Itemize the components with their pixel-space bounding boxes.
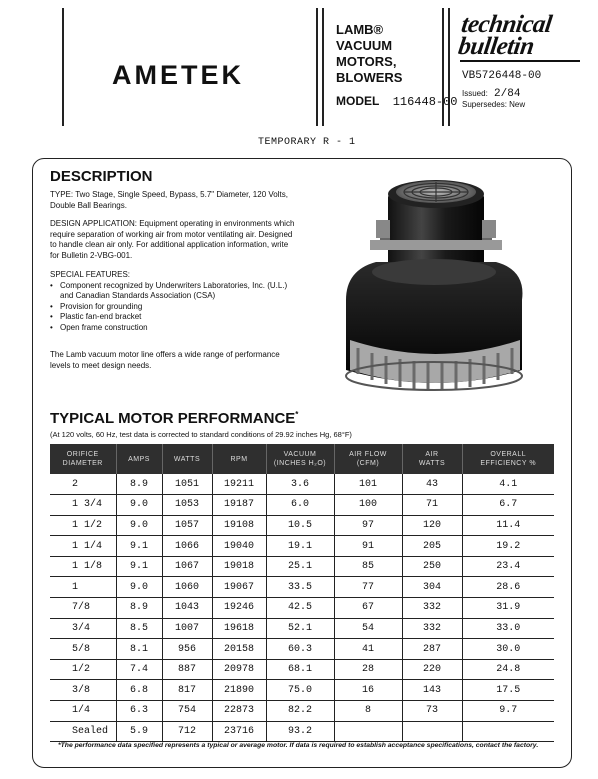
- table-row: [50, 495, 554, 516]
- table-cell: 101: [334, 474, 402, 495]
- table-cell: 1057: [162, 515, 212, 536]
- table-cell: 9.1: [116, 556, 162, 577]
- table-cell: 19618: [212, 618, 266, 639]
- table-cell: 5/8: [50, 639, 116, 660]
- table-cell: 19040: [212, 536, 266, 557]
- table-cell: 887: [162, 659, 212, 680]
- table-cell: 28: [334, 659, 402, 680]
- table-cell: 23.4: [462, 556, 554, 577]
- table-cell: 4.1: [462, 474, 554, 495]
- table-cell: 16: [334, 680, 402, 701]
- table-cell: 1/4: [50, 701, 116, 722]
- table-cell: 5.9: [116, 721, 162, 742]
- table-cell: 3/8: [50, 680, 116, 701]
- feature-item: • Plastic fan-end bracket: [50, 312, 298, 323]
- table-cell: 33.0: [462, 618, 554, 639]
- table-cell: 19.2: [462, 536, 554, 557]
- table-row: [50, 659, 554, 680]
- col-rpm: RPM: [212, 444, 266, 474]
- table-row: [50, 701, 554, 722]
- table-cell: 97: [334, 515, 402, 536]
- table-cell: 1060: [162, 577, 212, 598]
- table-cell: 60.3: [266, 639, 334, 660]
- table-row: [50, 680, 554, 701]
- table-cell: 250: [402, 556, 462, 577]
- table-cell: 71: [402, 495, 462, 516]
- feature-item: • Component recognized by Underwriters Laboratories, Inc. (U.L.) and Canadian Standards Association (CSA): [50, 281, 298, 302]
- table-cell: 19246: [212, 598, 266, 619]
- table-cell: 1 3/4: [50, 495, 116, 516]
- table-cell: 1043: [162, 598, 212, 619]
- closing-paragraph: The Lamb vacuum motor line offers a wide range of performance levels to meet design needs.: [50, 350, 280, 370]
- table-cell: 33.5: [266, 577, 334, 598]
- design-paragraph: DESIGN APPLICATION: Equipment operating in environments which require separation of working air from motor ventilating air. Designed to handle clean air only. For additional application information, write for Bulletin 2-VBG-001.: [50, 219, 295, 260]
- table-cell: 77: [334, 577, 402, 598]
- special-features: [50, 270, 298, 333]
- col-air-watts: AIR WATTS: [402, 444, 462, 474]
- table-cell: 85: [334, 556, 402, 577]
- table-row: [50, 577, 554, 598]
- table-cell: 20158: [212, 639, 266, 660]
- table-cell: 19108: [212, 515, 266, 536]
- table-cell: 68.1: [266, 659, 334, 680]
- table-cell: 93.2: [266, 721, 334, 742]
- table-cell: [334, 721, 402, 742]
- table-cell: 1 1/8: [50, 556, 116, 577]
- bulletin-number: VB5726448-00: [462, 70, 542, 82]
- performance-subtitle: (At 120 volts, 60 Hz, test data is corrected to standard conditions of 29.92 inches Hg, 68°F): [50, 430, 352, 439]
- table-cell: 73: [402, 701, 462, 722]
- table-cell: 30.0: [462, 639, 554, 660]
- table-row: [50, 474, 554, 495]
- table-cell: [402, 721, 462, 742]
- type-paragraph: TYPE: Two Stage, Single Speed, Bypass, 5.7" Diameter, 120 Volts, Double Ball Bearings.: [50, 190, 288, 210]
- table-cell: 19018: [212, 556, 266, 577]
- col-amps: AMPS: [116, 444, 162, 474]
- table-cell: 21890: [212, 680, 266, 701]
- table-cell: 120: [402, 515, 462, 536]
- table-cell: 6.0: [266, 495, 334, 516]
- table-cell: 205: [402, 536, 462, 557]
- table-cell: 8.9: [116, 598, 162, 619]
- table-cell: 1007: [162, 618, 212, 639]
- table-cell: 67: [334, 598, 402, 619]
- table-cell: 9.7: [462, 701, 554, 722]
- temporary-note: TEMPORARY R - 1: [258, 137, 356, 148]
- table-cell: 9.0: [116, 495, 162, 516]
- bulletin-title-line: bulletin: [456, 33, 536, 60]
- table-cell: 1053: [162, 495, 212, 516]
- table-cell: 8: [334, 701, 402, 722]
- motor-performance-table: [50, 444, 554, 742]
- table-row: [50, 598, 554, 619]
- table-cell: 3.6: [266, 474, 334, 495]
- product-line: VACUUM: [336, 38, 393, 53]
- table-cell: 817: [162, 680, 212, 701]
- col-overall-efficiency: OVERALL EFFICIENCY %: [462, 444, 554, 474]
- title-underline: [460, 60, 580, 62]
- table-cell: 1051: [162, 474, 212, 495]
- table-cell: 19187: [212, 495, 266, 516]
- header-divider: [322, 8, 324, 126]
- table-cell: 20978: [212, 659, 266, 680]
- table-row: [50, 721, 554, 742]
- bulletin-title-line: technical: [459, 11, 554, 38]
- table-cell: 19211: [212, 474, 266, 495]
- table-cell: 1/2: [50, 659, 116, 680]
- table-cell: 6.7: [462, 495, 554, 516]
- table-cell: 6.3: [116, 701, 162, 722]
- table-cell: 8.9: [116, 474, 162, 495]
- table-cell: 22873: [212, 701, 266, 722]
- table-cell: Sealed: [50, 721, 116, 742]
- table-cell: 43: [402, 474, 462, 495]
- model-label: MODEL: [336, 94, 380, 108]
- table-cell: 31.9: [462, 598, 554, 619]
- table-cell: 75.0: [266, 680, 334, 701]
- table-cell: 3/4: [50, 618, 116, 639]
- issued-date: 2/84: [494, 88, 521, 100]
- table-cell: 220: [402, 659, 462, 680]
- vacuum-motor-photo: [336, 170, 526, 418]
- table-cell: 956: [162, 639, 212, 660]
- col-orifice-diameter: ORIFICE DIAMETER: [50, 444, 116, 474]
- issued-label: Issued:: [462, 89, 488, 98]
- table-row: [50, 639, 554, 660]
- special-features-label: SPECIAL FEATURES:: [50, 270, 131, 279]
- table-cell: 82.2: [266, 701, 334, 722]
- table-cell: 1 1/4: [50, 536, 116, 557]
- table-cell: 100: [334, 495, 402, 516]
- table-cell: [462, 721, 554, 742]
- table-cell: 143: [402, 680, 462, 701]
- feature-item: • Provision for grounding: [50, 302, 298, 313]
- table-row: [50, 556, 554, 577]
- product-line: LAMB®: [336, 22, 384, 37]
- table-cell: 9.0: [116, 577, 162, 598]
- table-cell: 287: [402, 639, 462, 660]
- ametek-logo: AMETEK: [112, 60, 244, 90]
- table-cell: 9.1: [116, 536, 162, 557]
- table-cell: 11.4: [462, 515, 554, 536]
- table-cell: 19.1: [266, 536, 334, 557]
- table-cell: 332: [402, 598, 462, 619]
- table-cell: 1066: [162, 536, 212, 557]
- product-line: BLOWERS: [336, 70, 403, 85]
- table-cell: 7.4: [116, 659, 162, 680]
- table-cell: 754: [162, 701, 212, 722]
- table-cell: 712: [162, 721, 212, 742]
- performance-title-mark: *: [295, 410, 299, 419]
- table-row: [50, 618, 554, 639]
- table-cell: 91: [334, 536, 402, 557]
- footnote: *The performance data specified represents a typical or average motor. If data is required to establish acceptance specifications, contact the factory.: [58, 742, 539, 749]
- table-cell: 42.5: [266, 598, 334, 619]
- table-cell: 8.5: [116, 618, 162, 639]
- table-row: [50, 515, 554, 536]
- table-body: [50, 474, 554, 742]
- table-cell: 2: [50, 474, 116, 495]
- performance-title: [50, 410, 298, 427]
- model-row: [336, 94, 458, 109]
- table-header-row: [50, 444, 554, 474]
- features-list: [50, 281, 298, 334]
- table-cell: 24.8: [462, 659, 554, 680]
- table-cell: 6.8: [116, 680, 162, 701]
- col-watts: WATTS: [162, 444, 212, 474]
- table-cell: 10.5: [266, 515, 334, 536]
- header-divider: [62, 8, 64, 126]
- performance-title-text: TYPICAL MOTOR PERFORMANCE: [50, 410, 296, 427]
- table-cell: 1067: [162, 556, 212, 577]
- table-cell: 7/8: [50, 598, 116, 619]
- table-cell: 54: [334, 618, 402, 639]
- model-number: 116448-00: [392, 95, 458, 109]
- col-vacuum: VACUUM (INCHES H₂O): [266, 444, 334, 474]
- supersedes-text: Supersedes: New: [462, 100, 526, 109]
- feature-item: • Open frame construction: [50, 323, 298, 334]
- description-title: DESCRIPTION: [50, 168, 153, 185]
- table-cell: 17.5: [462, 680, 554, 701]
- header-divider: [316, 8, 318, 126]
- table-cell: 23716: [212, 721, 266, 742]
- table-cell: 304: [402, 577, 462, 598]
- table-cell: 28.6: [462, 577, 554, 598]
- technical-bulletin-title: [456, 11, 587, 60]
- table-cell: 41: [334, 639, 402, 660]
- col-air-flow: AIR FLOW (CFM): [334, 444, 402, 474]
- table-cell: 19067: [212, 577, 266, 598]
- table-cell: 1 1/2: [50, 515, 116, 536]
- table-cell: 25.1: [266, 556, 334, 577]
- table-cell: 1: [50, 577, 116, 598]
- table-cell: 8.1: [116, 639, 162, 660]
- table-cell: 9.0: [116, 515, 162, 536]
- issued-row: [462, 88, 520, 100]
- product-title: [336, 22, 402, 86]
- bulletin-header: [0, 0, 598, 128]
- table-cell: 52.1: [266, 618, 334, 639]
- table-cell: 332: [402, 618, 462, 639]
- product-line: MOTORS,: [336, 54, 397, 69]
- table-row: [50, 536, 554, 557]
